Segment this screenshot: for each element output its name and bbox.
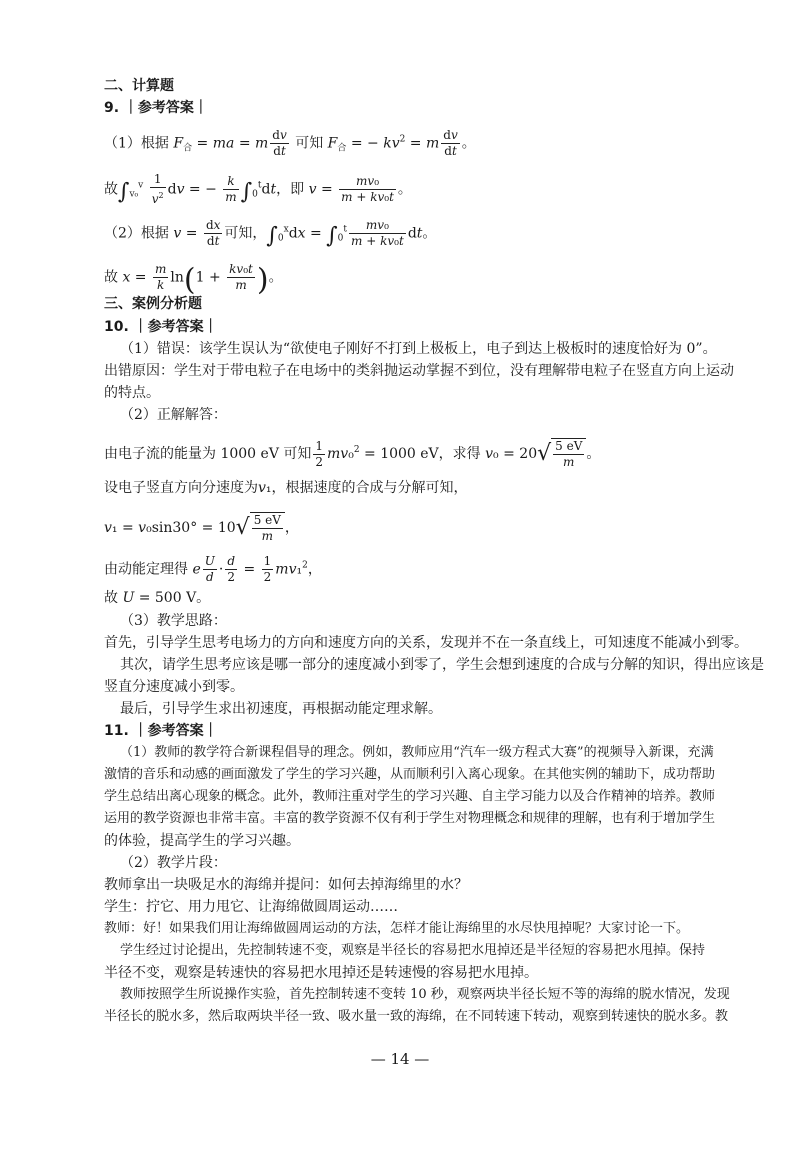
q9-text: 故 xyxy=(104,181,118,198)
q10-text: ，求得 xyxy=(438,446,481,462)
q10-paragraph: 设电子竖直方向分速度为v₁，根据速度的合成与分解可知， xyxy=(104,480,468,496)
q11-paragraph: （1）教师的教学符合新课程倡导的理念。例如，教师应用“汽车一级方程式大赛”的视频导入新课，充满 xyxy=(120,745,714,760)
q11-paragraph: 的体验，提高学生的学习兴趣。 xyxy=(104,833,300,849)
q10-eq-energy: 由电子流的能量为 1000 eV 可知 $\frac{1}{2}$ mv₀$^2$ = 1000 eV，求得 v₀ = 20√ $\frac{5 eV}{m}$ 。 xyxy=(104,438,601,469)
q9-text: （2）根据 xyxy=(104,225,169,242)
q10-paragraph: （1）错误：该学生误认为“欲使电子刚好不打到上极板上，电子到达上极板时的速度恰好为 0”。 xyxy=(120,341,717,357)
question-9-label: 9. ｜参考答案｜ xyxy=(104,100,208,116)
question-11-label: 11. ｜参考答案｜ xyxy=(104,723,218,739)
q10-text: 由电子流的能量为 1000 eV 可知 xyxy=(104,446,312,462)
q10-text: 故 xyxy=(104,590,118,606)
q10-paragraph: 的特点。 xyxy=(104,385,160,401)
q9-eq2: 故$\int_{v_0}^v$ $\frac{1}{v^2}$ dv = − $\frac{k}{m}$ $\int_0^tdt$，即 v = $\frac{\text{mv₀}}{\text{m + kv₀t}}$ 。 xyxy=(104,172,412,206)
q10-text: 由动能定理得 xyxy=(104,561,188,578)
q10-eq-v1: v₁ = v₀sin30° = 10√ $\frac{5 eV}{m}$ ， xyxy=(104,513,299,543)
q9-text: 故 xyxy=(104,269,118,286)
page-number: — 14 — xyxy=(370,1050,430,1068)
q9-eq4: 故 x = $\frac{m}{k}$ ln(1 + $\frac{\text{kv₀t}}{m}$ )。 xyxy=(104,262,283,298)
question-10-label: 10. ｜参考答案｜ xyxy=(104,319,218,335)
q11-paragraph: 教师按照学生所说操作实验，首先控制转速不变转 10 秒，观察两块半径长短不等的海绵的脱水情况，发现 xyxy=(120,987,730,1002)
q10-eq-energy-theorem: 由动能定理得 e $\frac{U}{d}$ · $\frac{d}{2}$ = $\frac{1}{2}$ mv₁$^2$， xyxy=(104,554,322,584)
q9-text: ，即 xyxy=(276,181,305,198)
q9-text: 可知 xyxy=(295,135,324,152)
q10-paragraph: 其次，请学生思考应该是哪一部分的速度减小到零了，学生会想到速度的合成与分解的知识，得出应该是 xyxy=(120,657,764,673)
q11-paragraph: 半径长的脱水多，然后取两块半径一致、吸水量一致的海绵，在不同转速下转动，观察到转速快的脱水多。教 xyxy=(104,1009,729,1024)
q10-paragraph: 出错原因：学生对于带电粒子在电场中的类斜抛运动掌握不到位，没有理解带电粒子在竖直方向上运动 xyxy=(104,363,734,379)
q10-eq-result: 故 U = 500 V。 xyxy=(104,590,211,606)
section-heading-calculation: 二、计算题 xyxy=(104,78,174,94)
q10-paragraph: 最后，引导学生求出初速度，再根据动能定理求解。 xyxy=(120,701,442,717)
q10-paragraph: 竖直分速度减小到零。 xyxy=(104,679,244,695)
q11-paragraph: 学生经过讨论提出，先控制转速不变，观察是半径长的容易把水甩掉还是半径短的容易把水甩掉。保持 xyxy=(120,943,706,958)
q10-paragraph: （3）教学思路： xyxy=(120,613,227,629)
q10-text: 设电子竖直方向分速度为 xyxy=(104,480,258,496)
q9-eq3: （2）根据 v = $\frac{dx}{dt}$ 可知，$\int_0^xdx = \int_0^t$ $\frac{\text{mv₀}}{\text{m + kv₀t}}$ dt。 xyxy=(104,218,437,249)
q11-paragraph: 学生：拧它、用力甩它、让海绵做圆周运动…… xyxy=(104,899,398,915)
q9-eq1: （1）根据 $F_合$ = ma = m $\frac{dv}{dt}$ 可知 $F_合$ = − $kv^2 = m$ $\frac{dv}{dt}$ 。 xyxy=(104,128,476,158)
q11-paragraph: 教师拿出一块吸足水的海绵并提问：如何去掉海绵里的水？ xyxy=(104,877,468,893)
q11-paragraph: 学生总结出离心现象的概念。此外，教师注重对学生的学习兴趣、自主学习能力以及合作精神的培养。教师 xyxy=(104,789,716,804)
q11-paragraph: 半径不变，观察是转速快的容易把水甩掉还是转速慢的容易把水甩掉。 xyxy=(104,965,538,981)
q9-text: 可知， xyxy=(224,225,267,242)
section-heading-case-analysis: 三、案例分析题 xyxy=(104,296,202,312)
q11-paragraph: （2）教学片段： xyxy=(120,855,227,871)
q11-paragraph: 运用的教学资源也非常丰富。丰富的教学资源不仅有利于学生对物理概念和规律的理解，也有利于增加学生 xyxy=(104,811,716,826)
q10-paragraph: 首先，引导学生思考电场力的方向和速度方向的关系，发现并不在一条直线上，可知速度不能减小到零。 xyxy=(104,635,748,651)
q9-text: （1）根据 xyxy=(104,135,169,152)
q11-paragraph: 教师：好！如果我们用让海绵做圆周运动的方法，怎样才能让海绵里的水尽快甩掉呢？大家讨论一下。 xyxy=(104,921,690,936)
q10-paragraph: （2）正解解答： xyxy=(120,407,227,423)
q11-paragraph: 激情的音乐和动感的画面激发了学生的学习兴趣，从而顺利引入离心现象。在其他实例的辅助下，成功帮助 xyxy=(104,767,716,782)
q10-text: ，根据速度的合成与分解可知， xyxy=(271,480,468,496)
